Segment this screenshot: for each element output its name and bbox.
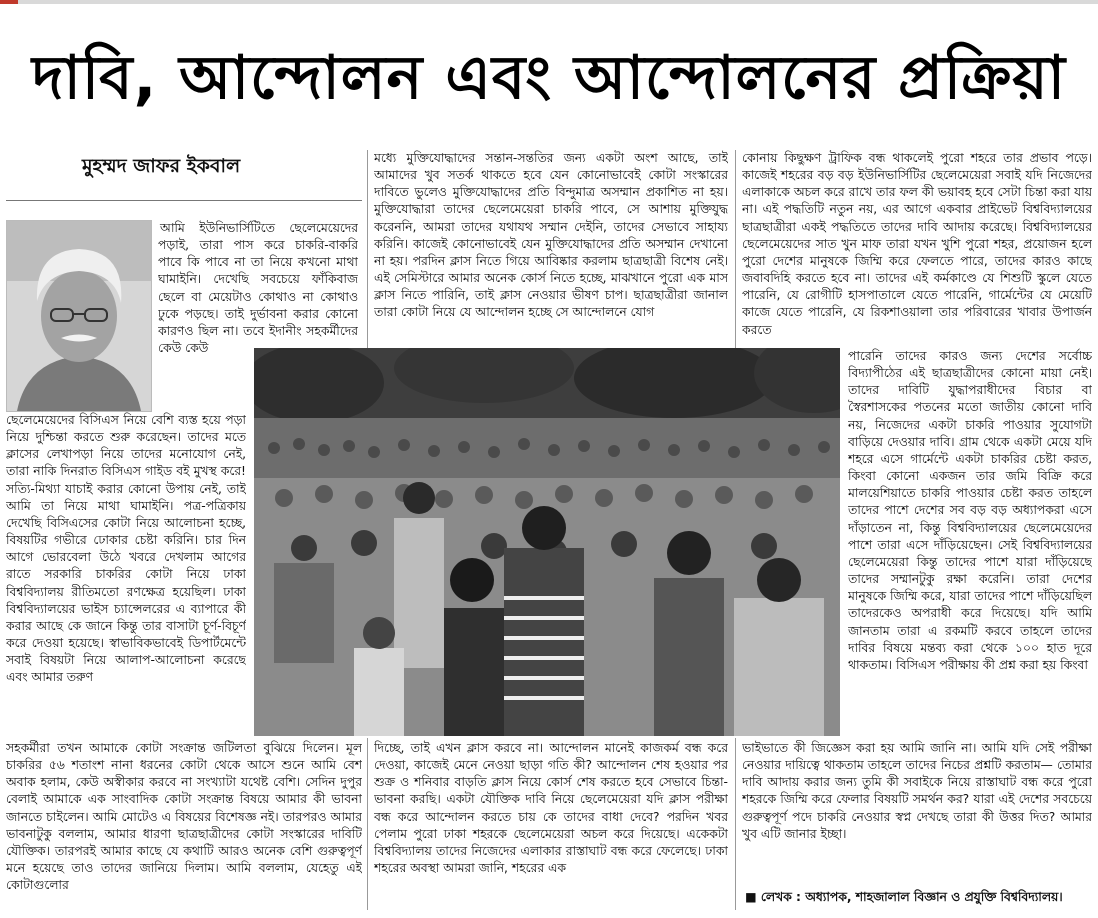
author-note: ■ লেখক : অধ্যাপক, শাহজালাল বিজ্ঞান ও প্রযুক্তি বিশ্ববিদ্যালয়।	[745, 890, 1063, 904]
column-1-bottom	[6, 740, 362, 910]
top-rule	[0, 0, 1098, 4]
column-1-side-text: আমি ইউনিভার্সিটিতে ছেলেমেয়েদের পড়াই, তারা পাস করে চাকরি-বাকরি পাবে কি পাবে না তা নিয়ে কখনো মাথা ঘামাইনি। দেখেছি সবচেয়ে ফাঁকিবাজ ছেলে বা মেয়েটাও কোথাও না কোথাও ঢুকে পড়ছে। তাই দুর্ভাবনা করার কোনো কারণও ছিল না। তবে ইদানীং সহকর্মীদের কেউ কেউ	[158, 221, 358, 356]
byline: মুহম্মদ জাফর ইকবাল	[82, 155, 241, 177]
column-3-top-text: কোনায় কিছুক্ষণ ট্রাফিক বন্ধ থাকলেই পুরো শহরে তার প্রভাব পড়ে। কাজেই শহরের বড় বড় ইউনিভার্সিটির ছেলেমেয়েরা সবাই যদি নিজেদের এলাকাকে অচল করে রাখে তার ফল কী ভয়াবহ হবে সেটা চিন্তা করা যায় না। এই পদ্ধতিটি নতুন নয়, এর আগে একবার প্রাইভেট বিশ্ববিদ্যালয়ের ছাত্রছাত্রীরা একই পদ্ধতিতে তাদের দাবি আদায় করেছে। বিশ্ববিদ্যালয়ের ছেলেমেয়েদের সাত খুন মাফ তারা যখন খুশি পুরো শহর, প্রয়োজন হলে পুরো দেশের মানুষকে জিম্মি করে ফেলতে পারে, তাদের কারও কাছে জবাবদিহি করতে হবে না। তাদের এই কর্মকাণ্ডে যে শিশুটি স্কুলে যেতে পারেনি, যে রোগীটি হাসপাতালে যেতে পারেনি, গার্মেন্টের যে মেয়েটি কাজে যেতে পারেনি, যে রিকশাওয়ালা তার পরিবারের খাবার উপার্জন করতে	[742, 151, 1092, 337]
column-1-bottom-text: সহকর্মীরা তখন আমাকে কোটা সংক্রান্ত জটিলতা বুঝিয়ে দিলেন। মূল চাকরির ৫৬ শতাংশ নানা ধরনের কোটা থেকে আসে শুনে আমি বেশ অবাক হলাম, কেউ অস্বীকার করবে না সংখ্যাটা যথেষ্ট বেশি। সেদিন দুপুর বেলাই আমাকে এক সাংবাদিক কোটা সংক্রান্ত বিষয়ে আমার কী ভাবনা জানতে চাইলেন। আমি মোটেও এ বিষয়ের বিশেষজ্ঞ নই। তারপরও আমার ভাবনাটুকু বললাম, আমার ধারণা ছাত্রছাত্রীদের কোটা সংস্কারের দাবিটি যৌক্তিক। তারপরই আমার কাছে যে কথাটি আরও অনেক বেশি গুরুত্বপূর্ণ মনে হয়েছে তাও তাদের জানিয়ে দিলাম। আমি বললাম, যেহেতু এই কোটাগুলোর	[6, 741, 362, 893]
column-divider-1b	[367, 738, 368, 910]
column-3-bottom-text: ভাইভাতে কী জিজ্ঞেস করা হয় আমি জানি না। আমি যদি সেই পরীক্ষা নেওয়ার দায়িত্বে থাকতাম তাহলে তাদের নিচের প্রশ্নটি করতাম— তোমার দাবি আদায় করার জন্য তুমি কী সবাইকে নিয়ে রাস্তাঘাট বন্ধ করে পুরো শহরকে জিম্মি করে ফেলার বিষয়টি সমর্থন কর? যারা এই দেশের সবচেয়ে গুরুত্বপূর্ণ পদে চাকরি নেওয়ার স্বপ্ন দেখছে তারা কী উত্তর দিত? আমার খুব এটি জানার ইচ্ছা।	[742, 741, 1092, 841]
column-3-top	[742, 150, 1092, 346]
column-2-top	[374, 150, 728, 346]
column-2-bottom-text: দিচ্ছে, তাই এখন ক্লাস করবে না। আন্দোলন মানেই কাজকর্ম বন্ধ করে দেওয়া, কাজেই মেনে নেওয়া ছাড়া গতি কী? আন্দোলন শেষ হওয়ার পর শুক্র ও শনিবার বাড়তি ক্লাস নিয়ে কোর্স শেষ করতে হবে সেভাবে চিন্তা-ভাবনা করছি। একটা যৌক্তিক দাবি নিয়ে ছেলেমেয়েরা যদি ক্লাস পরীক্ষা বন্ধ করে আন্দোলন করতে চায় কে তাদের বাধা দেবে? পরদিন খবর পেলাম পুরো ঢাকা শহরকে ছেলেমেয়েরা অচল করে দিয়েছে। একেকটা বিশ্ববিদ্যালয় তাদের নিজেদের এলাকার রাস্তাঘাট বন্ধ করে ফেলেছে। ঢাকা শহরের অবস্থা আমরা জানি, শহরের এক	[374, 741, 728, 876]
byline-rule	[6, 200, 362, 201]
column-divider-2b	[735, 738, 736, 910]
column-divider-1	[367, 150, 368, 350]
column-3-side	[848, 348, 1092, 738]
column-1-full-text: ছেলেমেয়েদের বিসিএস নিয়ে বেশি ব্যস্ত হয়ে পড়া নিয়ে দুশ্চিন্তা করতে শুরু করেছেন। তাদের মতে ক্লাসের লেখাপড়া নিয়ে তাদের মনোযোগ নেই, তারা নাকি দিনরাত বিসিএস গাইড বই মুখস্থ করে! সত্যি-মিথ্যা যাচাই করার কোনো উপায় নেই, তাই আমি তা নিয়ে মাথা ঘামাইনি। পত্র-পত্রিকায় দেখেছি বিসিএসের কোটা নিয়ে আলোচনা হচ্ছে, বিষয়টির গভীরে ঢোকার চেষ্টা করিনি। চার দিন আগে ভোরবেলা উঠে খবরে দেখলাম আগের রাতে সরকারি চাকরির কোটা নিয়ে ঢাকা বিশ্ববিদ্যালয় রীতিমতো রণক্ষেত্র হয়েছিল। ঢাকা বিশ্ববিদ্যালয়ের ভাইস চ্যান্সেলরের এ ব্যাপারে কী করার আছে কে জানে কিন্তু তার বাসাটা চূর্ণ-বিচূর্ণ করে দেওয়া হয়েছে। স্বাভাবিকভাবেই ডিপার্টমেন্টে সবাই বিষয়টা নিয়ে আলাপ-আলোচনা করেছে এবং আমার তরুণ	[6, 413, 246, 685]
column-1-full	[6, 412, 246, 738]
section-marker	[0, 0, 18, 4]
column-2-top-text: মধ্যে মুক্তিযোদ্ধাদের সন্তান-সন্ততির জন্য একটা অংশ আছে, তাই আমাদের খুব সতর্ক থাকতে হবে যেন কোনোভাবেই কোটা সংস্কারের দাবিতে ভুলেও মুক্তিযোদ্ধাদের প্রতি বিন্দুমাত্র অসম্মান প্রকাশিত না হয়। মুক্তিযোদ্ধারা তাদের ছেলেমেয়েরা চাকরি পাবে, সে আশায় মুক্তিযুদ্ধ করেননি, আমরা তাদের যথাযথ সম্মান দেইনি, তাদের সেভাবে সাহায্য করিনি। কাজেই কোনোভাবেই যেন মুক্তিযোদ্ধাদের প্রতি অসম্মান দেখানো না হয়। পরদিন ক্লাস নিতে গিয়ে আবিষ্কার করলাম ছাত্রছাত্রী বিশেষ নেই। এই সেমিস্টারে আমার অনেক কোর্স নিতে হচ্ছে, মাঝখানে পুরো এক মাস ক্লাস নিতে পারিনি, তাই ক্লাস নেওয়ার ভীষণ চাপ। ছাত্রছাত্রীরা জানাল তারা কোটা নিয়ে যে আন্দোলন হচ্ছে সে আন্দোলনে যোগ	[374, 151, 728, 320]
protest-photo	[254, 348, 840, 736]
headline: দাবি, আন্দোলন এবং আন্দোলনের প্রক্রিয়া	[32, 43, 1066, 113]
column-2-bottom	[374, 740, 728, 910]
column-divider-2	[735, 150, 736, 348]
author-portrait	[6, 220, 152, 412]
column-3-bottom	[742, 740, 1092, 886]
column-3-side-text: পারেনি তাদের কারও জন্য দেশের সর্বোচ্চ বিদ্যাপীঠের এই ছাত্রছাত্রীদের কোনো মায়া নেই। তাদের দাবিটি যুদ্ধাপরাধীদের বিচার বা স্বৈরশাসকের পতনের মতো জাতীয় কোনো দাবি নয়, নিজেদের একটা চাকরি পাওয়ার সুযোগটা বাড়িয়ে দেওয়ার দাবি। গ্রাম থেকে একটা মেয়ে যদি শহরে এসে গার্মেন্টে একটা চাকরির চেষ্টা করত, কিংবা কোনো একজন তার জমি বিক্রি করে মালয়েশিয়াতে চাকরি পাওয়ার চেষ্টা করত তাহলে তাদের পাশে দেশের সব বড় বড় অধ্যাপকরা এসে দাঁড়াতেন না, কিন্তু বিশ্ববিদ্যালয়ের ছেলেমেয়েদের পাশে তারা এসে দাঁড়িয়েছেন। সেই বিশ্ববিদ্যালয়ের ছেলেমেয়েরা কিন্তু তাদের পাশে যারা দাঁড়িয়েছে তাদের সম্মানটুকু রক্ষা করেনি। তারা দেশের মানুষকে জিম্মি করে, যারা তাদের পাশে দাঁড়িয়েছিল তাদেরকেও অপরাধী করে দিয়েছে। যদি আমি জানতাম তারা এ রকমটি করবে তাহলে তাদের দাবির বিষয়ে মন্তব্য করা থেকে ১০০ হাত দূরে থাকতাম। বিসিএস পরীক্ষায় কী প্রশ্ন করা হয় কিংবা	[848, 349, 1092, 672]
